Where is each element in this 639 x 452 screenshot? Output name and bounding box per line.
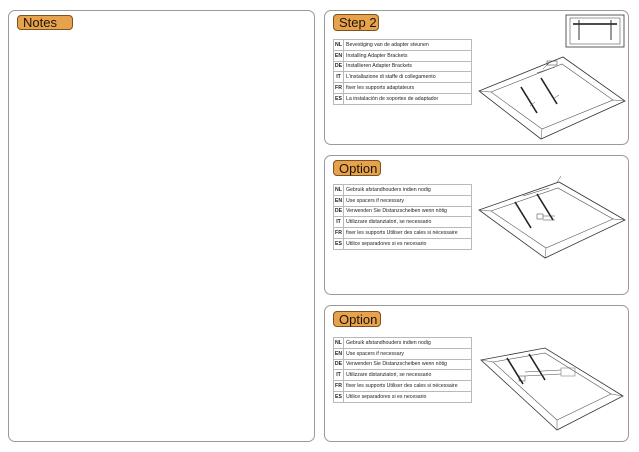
instruction-text: La instalación de soportes de adaptador (344, 93, 472, 104)
instruction-text: fixer les supports Utiliser des cales si nécessaire (344, 228, 472, 239)
instruction-text: L’installazione di staffe di collegamento (344, 72, 472, 83)
step2-title: Step 2 (333, 14, 379, 31)
notes-panel (8, 10, 315, 442)
instruction-text: Gebruik afstandhouders indien nodig (344, 185, 472, 196)
language-code: EN (334, 195, 344, 206)
table-row (334, 370, 472, 381)
language-code: IT (334, 370, 344, 381)
language-code: ES (334, 93, 344, 104)
instruction-text: Gebruik afstandhouders indien nodig (344, 338, 472, 349)
table-row (334, 338, 472, 349)
language-code: EN (334, 348, 344, 359)
language-code: FR (334, 83, 344, 94)
instruction-text: Utilizzare distanziatori, se necessario (344, 370, 472, 381)
language-code: FR (334, 228, 344, 239)
instruction-text: Verwenden Sie Distanzscheiben wenn nötig (344, 206, 472, 217)
language-code: EN (334, 50, 344, 61)
table-row (334, 217, 472, 228)
instruction-text: fixer les supports adaptateurs (344, 83, 472, 94)
instruction-text: Utilice separadores si es necesario (344, 238, 472, 249)
language-code: NL (334, 40, 344, 51)
language-code: ES (334, 391, 344, 402)
language-code: IT (334, 217, 344, 228)
instruction-text: Bevestiging van de adapter steunen (344, 40, 472, 51)
table-row (334, 83, 472, 94)
instruction-text: Utilizzare distanziatori, se necessario (344, 217, 472, 228)
option1-title: Option (333, 160, 381, 176)
table-row (334, 238, 472, 249)
instruction-text: Verwenden Sie Distanzscheiben wenn nötig (344, 359, 472, 370)
table-row (334, 391, 472, 402)
tv-back-thumbnail (565, 14, 625, 48)
option2-language-table (333, 337, 472, 403)
table-row (334, 206, 472, 217)
table-row (334, 40, 472, 51)
notes-title: Notes (17, 15, 73, 30)
tv-with-spacers-bottom-drawing (475, 342, 627, 434)
table-row (334, 348, 472, 359)
table-row (334, 185, 472, 196)
table-row (334, 93, 472, 104)
table-row (334, 50, 472, 61)
instruction-text: Installing Adapter Brackets (344, 50, 472, 61)
language-code: DE (334, 206, 344, 217)
step2-panel (324, 10, 629, 145)
language-code: DE (334, 61, 344, 72)
table-row (334, 381, 472, 392)
language-code: NL (334, 338, 344, 349)
language-code: NL (334, 185, 344, 196)
tv-with-spacers-drawing (475, 174, 627, 264)
table-row (334, 359, 472, 370)
instruction-text: fixer les supports Utiliser des cales si nécessaire (344, 381, 472, 392)
table-row (334, 195, 472, 206)
instruction-text: Installieren Adapter Brackets (344, 61, 472, 72)
language-code: FR (334, 381, 344, 392)
language-code: DE (334, 359, 344, 370)
table-row (334, 228, 472, 239)
instruction-text: Use spacers if necessary (344, 195, 472, 206)
language-code: ES (334, 238, 344, 249)
step2-language-table (333, 39, 472, 105)
instruction-text: Use spacers if necessary (344, 348, 472, 359)
option2-title: Option (333, 311, 381, 327)
table-row (334, 72, 472, 83)
option-panel-2 (324, 305, 629, 442)
instruction-text: Utilice separadores si es necesario (344, 391, 472, 402)
option1-language-table (333, 184, 472, 250)
table-row (334, 61, 472, 72)
language-code: IT (334, 72, 344, 83)
tv-with-adapter-brackets-drawing (475, 51, 627, 143)
option-panel-1 (324, 155, 629, 295)
